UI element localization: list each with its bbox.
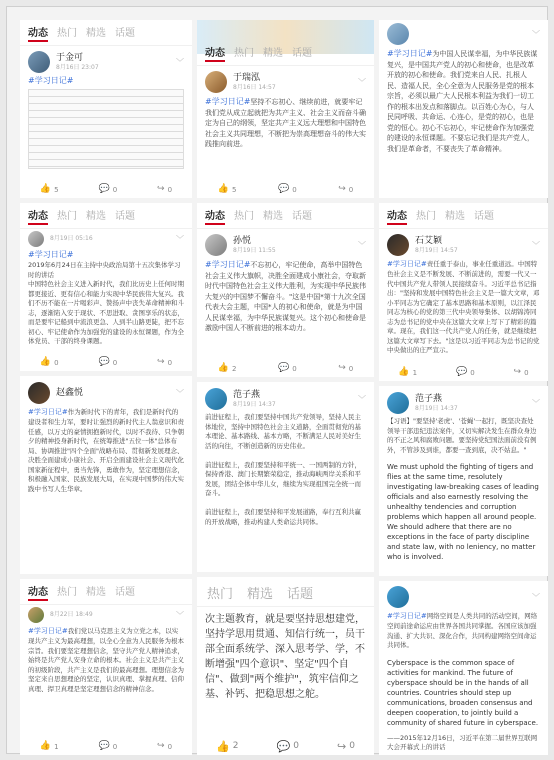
chevron-down-icon[interactable]: ﹀ (176, 610, 184, 620)
post-body (379, 47, 548, 154)
username[interactable]: 石艾颖 (415, 235, 443, 246)
chevron-down-icon[interactable]: ﹀ (358, 77, 366, 87)
post-footer: ——2015年12月16日，习近平在第二届世界互联网大会开幕式上的讲话 (387, 733, 538, 751)
chevron-down-icon[interactable]: ﹀ (532, 240, 540, 250)
share-icon: ↪ (338, 184, 346, 194)
action-bar (379, 368, 548, 377)
comment-button[interactable] (98, 185, 117, 194)
chevron-down-icon[interactable]: ﹀ (532, 592, 540, 602)
post-card-10 (20, 579, 192, 755)
post-body (20, 406, 192, 494)
tab-bar (379, 203, 548, 229)
share-count: 0 (524, 368, 529, 377)
tab-hot[interactable]: 热门 (57, 211, 77, 222)
thumbs-up-icon: 👍 (398, 367, 410, 377)
share-count: 0 (348, 364, 354, 373)
post-text: 为中国人民谋幸福，为中华民族谋复兴，是中国共产党人的初心和使命，也是改革开放的初心和使命。我们党来自人民、扎根人民、造福人民，全心全意为人民服务是党的根本宗旨，必须以最广大人民根本利益为我们一切工作的根本出发点和落脚点。以百姓心为心，与人民同呼吸、共命运、心连心，是党的初心，也是党的恒心。初心不忘初心，牢记使命作为加强党的建设的永恒课题。不要忘记我们是共产党人，我们是革命者，不要丧失了革命精神。 (387, 50, 538, 153)
post-text-english: Cyberspace is the common space of activities for mankind. The future of cyberspace should be in the hands of all countries. Countries should step up communications, broaden consensus and deepen cooperation, to jointly build a community of shared future in cyberspace. (387, 658, 539, 727)
avatar[interactable] (28, 51, 50, 73)
post-time: 8月22日 18:49 (50, 611, 93, 618)
share-count: 0 (167, 358, 173, 367)
chevron-down-icon[interactable]: ﹀ (532, 398, 540, 408)
comment-count: 0 (112, 185, 118, 194)
comment-count: 0 (470, 368, 475, 377)
username[interactable]: 范子燕 (233, 389, 261, 400)
post-time: 8月16日 23:07 (56, 63, 99, 71)
action-bar (20, 742, 192, 751)
username[interactable]: 孙悦 (233, 235, 252, 246)
action-bar (20, 185, 192, 194)
username[interactable]: 赵鑫悦 (56, 387, 84, 398)
tab-hot[interactable]: 热门 (207, 587, 234, 602)
like-count: 0 (54, 358, 59, 367)
tab-topics[interactable]: 话题 (115, 28, 135, 39)
topic-tag[interactable]: #学习日记# (387, 49, 433, 58)
post-card-8 (197, 382, 374, 572)
comment-button[interactable] (277, 741, 299, 751)
like-count: 1 (54, 742, 59, 751)
topic-tag[interactable]: #学习日记# (205, 260, 251, 269)
comment-count: 0 (112, 742, 118, 751)
like-button[interactable] (40, 742, 59, 751)
avatar[interactable] (387, 586, 409, 608)
comment-icon: 💬 (277, 363, 290, 373)
post-text: 我们党以马克思主义为立党之本，以实现共产主义为最高理想，以全心全意为人民服务为根本宗旨。我们要坚定理想信念，坚守共产党人精神追求，始终是共产党人安身立命的根本。社会主义是共产主义的初级阶段，共产主义是我们的最高理想。理想信念为坚定来自思想理论的坚定，认识真理、掌握真理、信仰真理、捍卫真理是坚定理想信念的精神信念。 (28, 627, 184, 693)
comment-button[interactable] (278, 364, 297, 373)
share-button[interactable] (157, 185, 172, 194)
tab-topics[interactable]: 话题 (115, 211, 135, 222)
tab-bar (197, 203, 374, 229)
chevron-down-icon[interactable]: ﹀ (176, 388, 184, 398)
tab-topics[interactable]: 话题 (292, 211, 312, 222)
topic-tag[interactable]: #学习日记# (205, 97, 251, 106)
tab-featured[interactable]: 精选 (86, 211, 106, 222)
post-text: 作为新时代下的青年，我们是新时代的建设者和生力军，要时让强烈的新时代主人翁意识和责任感，以万丈的豪情拥抱新时代，以时不我待、只争朝夕的精神投身新时代，在统筹推进"五位一体"总体布局、协调推进"四个全面"战略布局、贯彻新发展理念、决胜全面建成小康社会、开启全面建设社会主义现代化国家新征程中，勇当先锋，勇敢作为，坚定理想信念，积极融入国家、民族发展大局，在实现中国梦的伟大实践中书写人生华章。 (28, 408, 184, 493)
tab-featured[interactable]: 精选 (247, 587, 274, 602)
like-button[interactable] (398, 368, 417, 377)
post-card-12 (379, 581, 548, 755)
action-bar (20, 358, 192, 367)
like-count: 2 (232, 741, 239, 751)
comment-count: 0 (292, 364, 297, 373)
post-text: 2019年6月24日在主持中央政治局第十五次集体学习时的讲话 中国特色社会主义进入新时代，我们比历史上任何时期都更接近、更有信心和能力实现中华民族伟大复兴。我们不历不能在一片喝彩声、赞扬声中丧失革命精神和斗志，逐渐陷入安于现状、不思进取、贪图享乐的状态，而是要牢记船到中流浪更急、人到半山路更陡，把不忘初心、牢记使命作为加强党的建设的永恒课题，作为全体党员、干部的终身课题。 (28, 261, 184, 345)
comment-icon: 💬 (277, 184, 290, 194)
post-text: 次主题教育，就是要坚持思想建党，坚持学思用贯通、知信行统一，员干部全面系统学、深入思考学、学，不断增强"四个意识"、坚定"四个自信"、做到"两个维护"，筑牢信仰之基、补钙、把稳思想之舵。 (205, 614, 365, 700)
tab-hot[interactable]: 热门 (57, 587, 77, 598)
avatar[interactable] (387, 392, 409, 414)
post-text: 坚持不忘初心、继续前进，就要牢记我们党从成立起就把为共产主义、社会主义而奋斗确定为自己的纲领，坚定共产主义远大理想和中国特色社会主义共同理想，不断把为崇高理想奋斗的伟大实践推向前进。 (205, 98, 366, 148)
topic-tag[interactable]: #学习日记# (387, 260, 427, 268)
post-card-3 (379, 20, 548, 198)
tab-dynamic[interactable]: 动态 (28, 207, 48, 225)
post-card-11 (197, 577, 374, 755)
thumbs-up-icon: 👍 (39, 741, 52, 751)
like-count: 5 (54, 185, 59, 194)
post-text: 【习语】"要坚持'老虎'、'苍蝇'一起打，既坚决查处领导干部违纪违法案件，又切实解决发生在群众身边的不正之风和腐败问题。要坚持党纪国法面前没有例外，不管涉及到谁，都要一查到底，决不姑息。" (387, 417, 537, 454)
username[interactable]: 于瑞泓 (233, 72, 261, 83)
post-card-2 (197, 20, 374, 198)
post-text: 责任重于泰山，事业任重道远。中国特色社会主义是不断发展、不断前进的，需要一代又一代中国共产党人带领人民接续奋斗。习近平总书记指出："坚持和发展中国特色社会主义是一篇大文章，邓小平同志为它确定了基本思路和基本原则，以江泽民同志为核心的党的第三代中央领导集体、以胡锦涛同志为总书记的党中央在这篇大文章上写下了精彩的篇章。现在，我们这一代共产党人的任务，就是继续把这篇大文章写下去。"这是以习近平同志为总书记的党中央做出的庄严宣示。 (387, 260, 540, 354)
like-button[interactable] (216, 741, 238, 751)
collage-frame (6, 6, 548, 754)
tab-hot[interactable]: 热门 (234, 48, 254, 59)
share-count: 0 (349, 741, 355, 751)
share-count: 0 (167, 185, 173, 194)
post-text: 前进征程上，我们要坚持中国共产党领导，坚持人民主体地位，坚持中国特色社会主义道路，全面贯彻党的基本理论、基本路线、基本方略，不断满足人民对美好生活的向往，不断创造新的历史伟业。 前进征程上，我们要坚持和平统一、一国两制的方针，保持香港、澳门长期繁荣稳定，推动海峡两岸关系和平发展，团结全体中华儿女，继续为实现祖国完全统一而奋斗。 前进征程上，我们要坚持和平发展道路，奉行互利共赢的开放战略，推动构建人类命运共同体。 (205, 413, 361, 526)
avatar[interactable] (387, 23, 409, 45)
like-count: 5 (231, 185, 237, 194)
post-text: 网络空间是人类共同的活动空间，网络空间前途命运应由世界各国共同掌握。各国应该加强沟通、扩大共识、深化合作，共同构建网络空间命运共同体。 (387, 612, 538, 649)
share-button[interactable] (337, 741, 355, 751)
share-icon: ↪ (157, 357, 165, 367)
comment-button[interactable] (98, 742, 117, 751)
avatar[interactable] (28, 231, 44, 247)
chevron-down-icon[interactable]: ﹀ (176, 57, 184, 67)
username[interactable]: 于金可 (56, 52, 84, 63)
like-button[interactable] (218, 185, 237, 194)
share-button[interactable] (514, 368, 529, 377)
tab-bar (20, 20, 192, 46)
comment-button[interactable] (456, 368, 475, 377)
tab-topics[interactable]: 话题 (287, 587, 314, 602)
comment-icon: 💬 (98, 741, 110, 751)
comment-button[interactable] (98, 358, 117, 367)
share-icon: ↪ (157, 741, 165, 751)
thumbs-up-icon: 👍 (217, 363, 229, 373)
like-button[interactable] (218, 364, 237, 373)
post-card-6 (379, 203, 548, 381)
post-card-5 (197, 203, 374, 377)
tab-topics[interactable]: 话题 (292, 48, 312, 59)
tab-dynamic[interactable]: 动态 (28, 24, 48, 42)
comment-icon: 💬 (98, 357, 110, 367)
tab-featured[interactable]: 精选 (263, 211, 283, 222)
tab-dynamic[interactable]: 动态 (387, 207, 407, 225)
share-button[interactable] (338, 185, 353, 194)
share-count: 0 (167, 742, 173, 751)
avatar[interactable] (28, 607, 44, 623)
action-bar (197, 185, 374, 194)
tab-featured[interactable]: 精选 (445, 211, 465, 222)
tab-bar (20, 579, 192, 605)
comment-button[interactable] (278, 185, 297, 194)
like-count: 1 (412, 368, 418, 377)
handwritten-notes-image[interactable] (28, 89, 184, 169)
post-text: 不忘初心，牢记使命，高举中国特色社会主义伟大旗帜，决胜全面建成小康社会，夺取新时代中国特色社会主义伟大胜利，为实现中华民族伟大复兴的中国梦不懈奋斗。"这是中国*第十九次全国代表大会主题，中国*人的初心和使命，就是为中国人民谋幸福，为中华民族谋复兴。这个初心和使命是激励中国人不断前进的根本动力。 (205, 261, 366, 332)
topic-tag[interactable]: #学习日记# (387, 612, 427, 620)
comment-count: 0 (293, 741, 299, 751)
tab-bar (197, 40, 374, 66)
post-card-4 (20, 203, 192, 371)
post-card-9 (379, 386, 548, 576)
tab-hot[interactable]: 热门 (234, 211, 254, 222)
like-count: 2 (231, 364, 237, 373)
post-time: 8月19日 14:57 (415, 246, 458, 254)
comment-count: 0 (292, 185, 297, 194)
chevron-down-icon[interactable]: ﹀ (358, 240, 366, 250)
share-button[interactable] (157, 742, 172, 751)
username[interactable]: 范子燕 (415, 393, 443, 404)
post-text-english: We must uphold the fighting of tigers and flies at the same time, resolutely investigating law-breaking cases of leading officials and also earnestly resolving the unhealthy tendencies and corruption problems which happen all around people. We should adhere that there are no exceptions in the face of party discipline and state law, with no leniency, no matter who is involved. (387, 463, 539, 561)
thumbs-up-icon: 👍 (39, 184, 52, 194)
comment-icon: 💬 (276, 739, 291, 753)
post-card-1 (20, 20, 192, 198)
topic-tag[interactable]: #学习日记# (28, 76, 74, 85)
post-card-7 (20, 376, 192, 574)
post-time: 8月19日 14:37 (415, 404, 458, 412)
comment-icon: 💬 (98, 184, 110, 194)
avatar[interactable] (205, 234, 227, 256)
post-time: 8月19日 14:37 (233, 400, 276, 408)
topic-tag[interactable]: #学习日记# (28, 250, 74, 259)
tab-hot[interactable]: 热门 (416, 211, 436, 222)
post-time: 8月19日 11:55 (233, 246, 276, 254)
avatar[interactable] (28, 382, 50, 404)
share-button[interactable] (338, 364, 353, 373)
tab-topics[interactable]: 话题 (115, 587, 135, 598)
tab-dynamic[interactable]: 动态 (205, 44, 225, 62)
share-count: 0 (348, 185, 354, 194)
post-body (197, 258, 374, 334)
avatar[interactable] (205, 71, 227, 93)
share-icon: ↪ (338, 363, 346, 373)
share-icon: ↪ (336, 739, 347, 753)
tab-featured[interactable]: 精选 (86, 28, 106, 39)
chevron-down-icon[interactable]: ﹀ (358, 394, 366, 404)
topic-tag[interactable]: #学习日记# (28, 627, 68, 635)
post-time: 8月19日 05:16 (50, 235, 93, 242)
share-button[interactable] (157, 358, 172, 367)
tab-bar (20, 203, 192, 229)
topic-tag[interactable]: #学习日记# (28, 408, 68, 416)
tab-topics[interactable]: 话题 (474, 211, 494, 222)
share-icon: ↪ (157, 184, 165, 194)
post-body (379, 610, 548, 651)
thumbs-up-icon: 👍 (216, 739, 230, 753)
tab-bar (197, 577, 374, 607)
like-button[interactable] (40, 358, 59, 367)
chevron-down-icon[interactable]: ﹀ (176, 234, 184, 244)
post-body (379, 258, 548, 356)
like-button[interactable] (40, 185, 59, 194)
post-body (20, 625, 192, 694)
tab-hot[interactable]: 热门 (57, 28, 77, 39)
avatar[interactable] (387, 234, 409, 256)
action-bar (197, 741, 374, 751)
action-bar (197, 364, 374, 373)
tab-dynamic[interactable]: 动态 (28, 583, 48, 601)
tab-featured[interactable]: 精选 (263, 48, 283, 59)
avatar[interactable] (205, 388, 227, 410)
post-time: 8月16日 14:57 (233, 83, 276, 91)
tab-featured[interactable]: 精选 (86, 587, 106, 598)
post-body (197, 95, 374, 150)
share-icon: ↪ (513, 367, 522, 377)
comment-count: 0 (112, 358, 118, 367)
comment-icon: 💬 (455, 367, 468, 377)
thumbs-up-icon: 👍 (217, 184, 229, 194)
tab-dynamic[interactable]: 动态 (205, 207, 225, 225)
chevron-down-icon[interactable]: ﹀ (532, 29, 540, 39)
thumbs-up-icon: 👍 (39, 357, 52, 367)
